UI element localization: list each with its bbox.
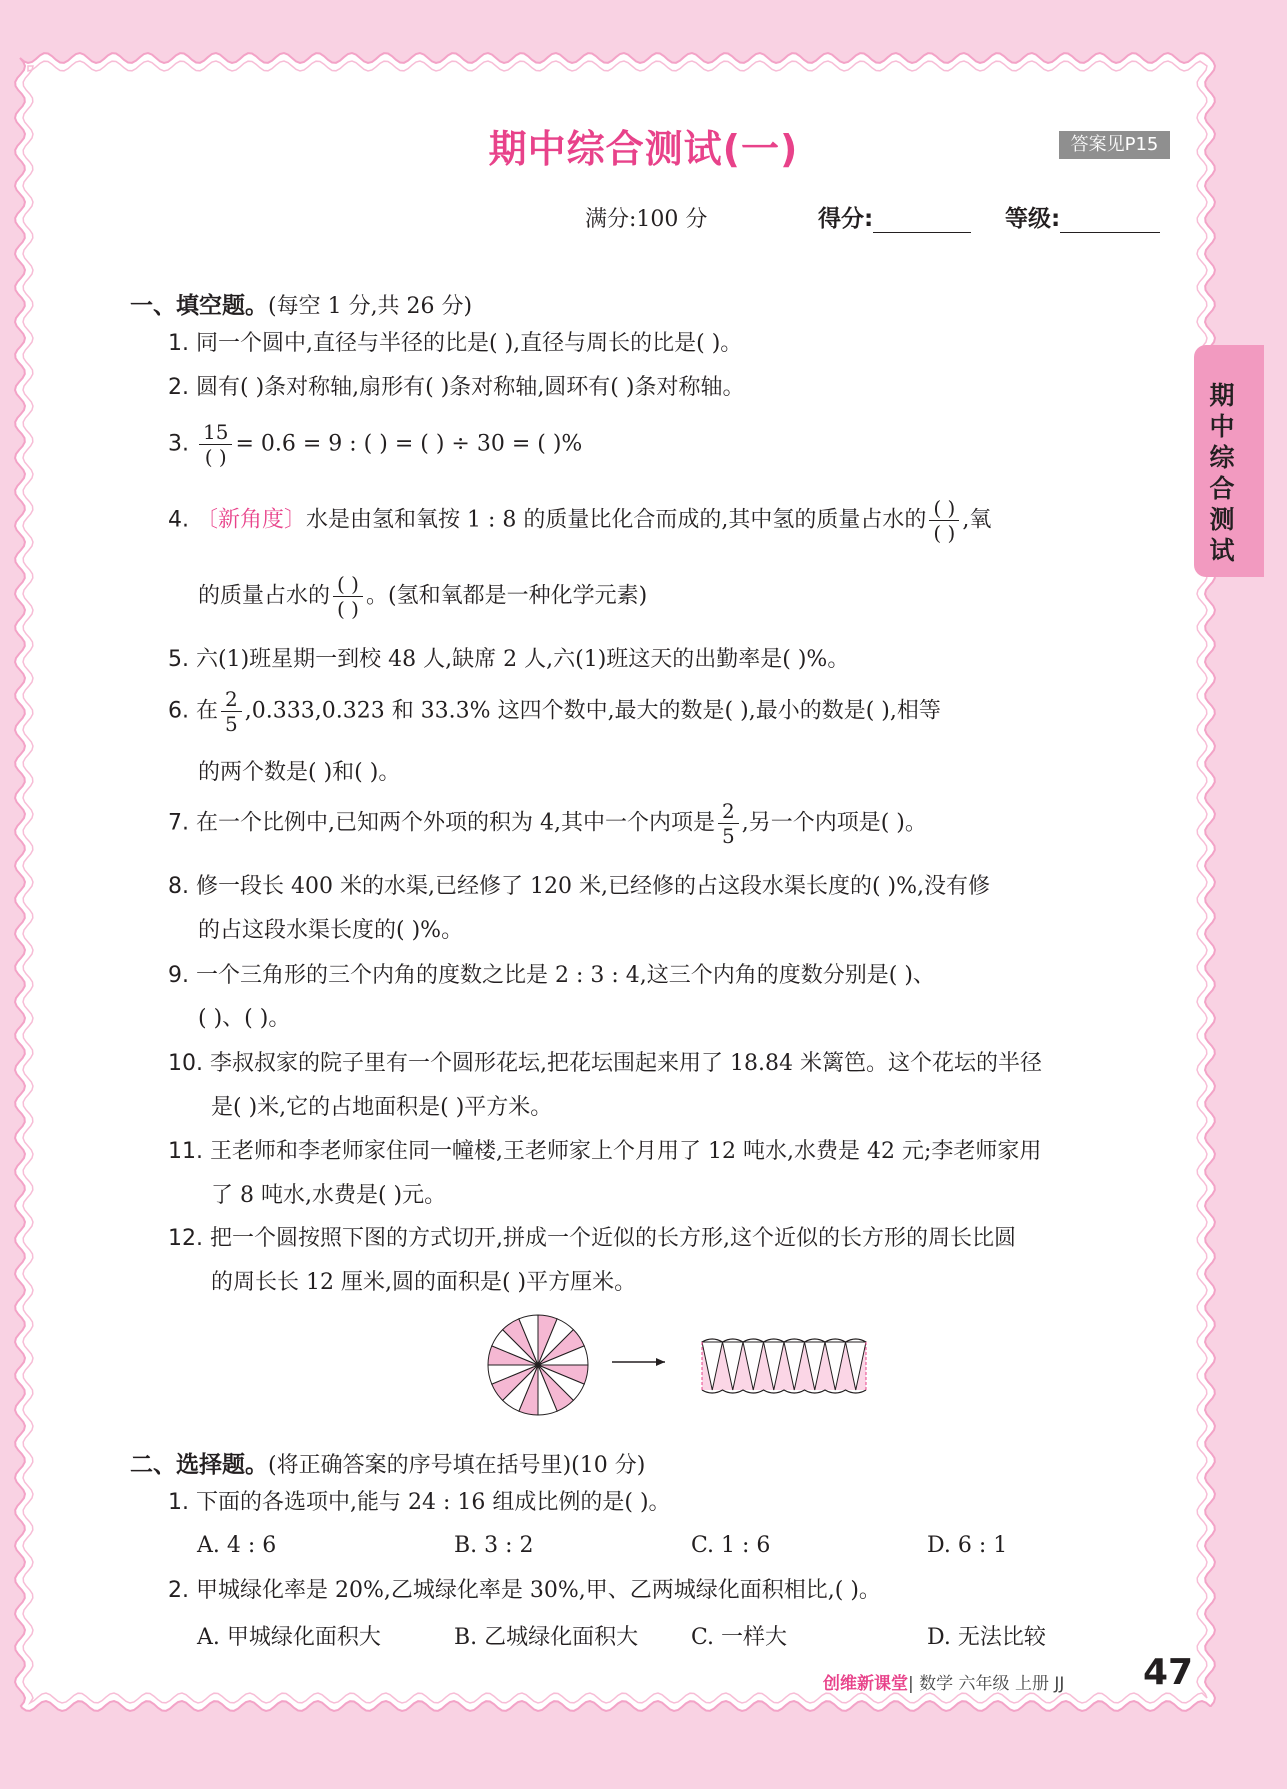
grade-blank[interactable] [1060,208,1160,233]
option-2-1-c[interactable]: C. 1 : 6 [691,1533,771,1558]
question-1-9-cont: ( )、( )。 [198,1006,291,1031]
fraction: $\frac{( )}{( )}$ [929,496,959,545]
section-2-heading [130,1446,645,1479]
question-1-1: 1. 同一个圆中,直径与半径的比是( ),直径与周长的比是( )。 [168,331,743,356]
question-1-6: 6. 在 $\frac{2}{5}$ ,0.333,0.323 和 33.3% 这四个数中,最大的数是( ),最小的数是( ),相等 [168,687,941,736]
sliced-circle-icon [488,1315,588,1415]
rectangle-bottom-edge [702,1390,866,1393]
answer-ref-badge: 答案见P15 [1059,131,1170,159]
footer-info: | 数学 六年级 上册 JJ [908,1674,1065,1694]
section-1-title: 一、填空题。 [130,293,268,319]
question-1-5: 5. 六(1)班星期一到校 48 人,缺席 2 人,六(1)班这天的出勤率是( )%。 [168,647,850,672]
fraction: $\frac{15}{( )}$ [199,420,232,469]
question-2-2: 2. 甲城绿化率是 20%,乙城绿化率是 30%,甲、乙两城绿化面积相比,( )。 [168,1578,881,1603]
option-2-1-b[interactable]: B. 3 : 2 [454,1533,534,1558]
question-1-11: 11. 王老师和李老师家住同一幢楼,王老师家上个月用了 12 吨水,水费是 42 元;李老师家用 [168,1139,1042,1164]
question-1-4-cont: 的质量占水的 $\frac{( )}{( )}$ 。(氢和氧都是一种化学元素) [198,572,648,621]
fraction: $\frac{2}{5}$ [718,799,739,848]
question-1-12-cont: 的周长长 12 厘米,圆的面积是( )平方厘米。 [211,1270,637,1295]
question-1-12: 12. 把一个圆按照下图的方式切开,拼成一个近似的长方形,这个近似的长方形的周长比圆 [168,1226,1016,1251]
fraction: $\frac{( )}{( )}$ [333,572,363,621]
section-2-title: 二、选择题。 [130,1452,268,1478]
grade-field[interactable] [1005,200,1160,233]
option-2-1-d[interactable]: D. 6 : 1 [927,1533,1008,1558]
question-1-4: 4. 〔新角度〕水是由氢和氧按 1 : 8 的质量比化合而成的,其中氢的质量占水的 $\frac{( )}{( )}$ ,氧 [168,496,992,545]
question-1-8: 8. 修一段长 400 米的水渠,已经修了 120 米,已经修的占这段水渠长度的( )%,没有修 [168,874,991,899]
grade-label: 等级: [1005,206,1061,232]
question-1-7: 7. 在一个比例中,已知两个外项的积为 4,其中一个内项是 $\frac{2}{5}$ ,另一个内项是( )。 [168,799,927,848]
section-1-heading [130,287,472,320]
score-label: 得分: [818,206,874,232]
section-2-note: (将正确答案的序号填在括号里)(10 分) [268,1453,646,1478]
full-score: 满分:100 分 [585,207,708,232]
fraction: $\frac{2}{5}$ [221,687,242,736]
approx-rectangle-icon [702,1339,866,1393]
brand-name: 创维新课堂 [823,1674,908,1694]
score-field[interactable] [818,200,971,233]
question-1-10: 10. 李叔叔家的院子里有一个圆形花坛,把花坛围起来用了 18.84 米篱笆。这个花坛的半径 [168,1051,1042,1076]
question-1-9: 9. 一个三角形的三个内角的度数之比是 2 : 3 : 4,这三个内角的度数分别是( )、 [168,963,935,988]
score-blank[interactable] [873,208,971,233]
new-angle-tag: 〔新角度〕 [196,507,307,533]
option-2-2-d[interactable]: D. 无法比较 [927,1625,1046,1650]
question-1-11-cont: 了 8 吨水,水费是( )元。 [211,1183,447,1208]
question-1-2: 2. 圆有( )条对称轴,扇形有( )条对称轴,圆环有( )条对称轴。 [168,375,745,400]
side-tab-label: 期中综合测试 [1209,381,1235,565]
section-1-note: (每空 1 分,共 26 分) [268,294,473,319]
question-1-6-cont: 的两个数是( )和( )。 [198,760,401,785]
option-2-1-a[interactable]: A. 4 : 6 [197,1533,277,1558]
question-1-10-cont: 是( )米,它的占地面积是( )平方米。 [211,1095,553,1120]
footer-brand [823,1669,1064,1694]
option-2-2-a[interactable]: A. 甲城绿化面积大 [197,1625,381,1650]
page-title: 期中综合测试(一) [488,127,799,171]
arrow-head-icon [656,1358,665,1366]
question-2-1: 1. 下面的各选项中,能与 24 : 16 组成比例的是( )。 [168,1490,671,1515]
question-1-8-cont: 的占这段水渠长度的( )%。 [198,918,464,943]
option-2-2-b[interactable]: B. 乙城绿化面积大 [454,1625,639,1650]
question-1-3: 3. $\frac{15}{( )}$ = 0.6 = 9 : ( ) = ( ) ÷ 30 = ( )% [168,420,583,469]
option-2-2-c[interactable]: C. 一样大 [691,1625,788,1650]
circle-to-rectangle-figure [480,1310,880,1420]
page-number: 47 [1143,1652,1194,1693]
